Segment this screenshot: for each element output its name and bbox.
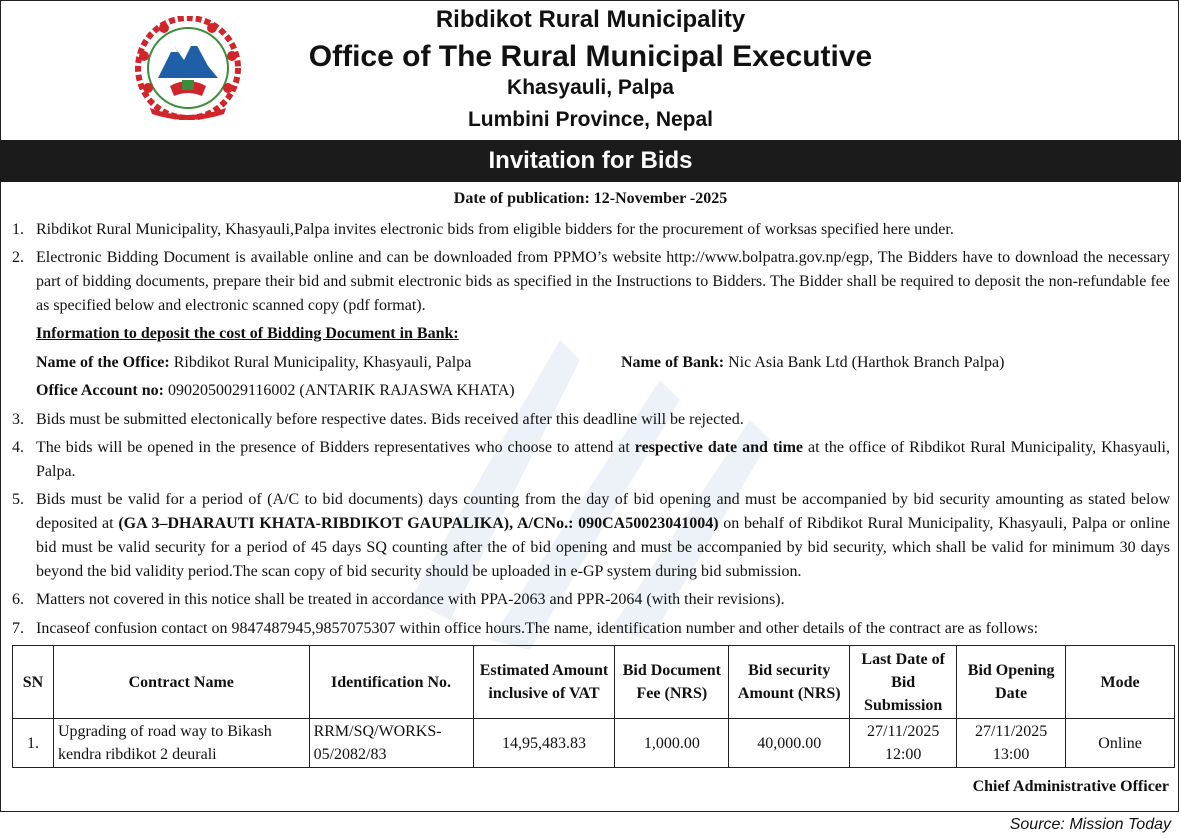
- province: Lumbini Province, Nepal: [467, 108, 714, 131]
- cell-bid-security: 40,000.00: [729, 719, 850, 768]
- cell-contract-name: Upgrading of road way to Bikash kendra ribdikot 2 deurali: [53, 719, 309, 768]
- table-row: [13, 719, 1175, 768]
- col-mode: Mode: [1066, 646, 1175, 719]
- item-text: Matters not covered in this notice shall be treated in accordance with PPA-2063 and PPR-2064 (with their revisions).: [36, 591, 785, 608]
- office-name: Office of The Rural Municipal Executive: [308, 40, 873, 73]
- item-text: Bids must be submitted electonically before respective dates. Bids received after this deadline will be rejected.: [36, 411, 744, 428]
- item-text: Bids must be valid for a period of (A/C to bid documents) days counting from the day of bid opening and must be accompanied by bid security amounting as stated below deposited at (GA 3–DHARAUTI KHATA-RIBDIKOT GAUPALIKA), A/CNo.: 090CA50023041004) on behalf of Ribdikot Rural Municipality, Khasyauli, Palpa or online bid must be valid security for a period of 45 days SQ counting after the of bid opening and must be accompanied by bid security, which shall be valid for minimum 30 days beyond the bid validity period.The scan copy of bid security should be uploaded in e-GP system during bid submission.: [36, 491, 1171, 580]
- office-location: Khasyauli, Palpa: [507, 76, 674, 99]
- contract-table: [12, 645, 1175, 768]
- municipality-name: Ribdikot Rural Municipality: [435, 6, 746, 33]
- bank-name-line: Name of Bank: Nic Asia Bank Ltd (Harthok Branch Palpa): [621, 354, 1005, 371]
- item-text: The bids will be opened in the presence of Bidders representatives who choose to attend at respective date and time at the office of Ribdikot Rural Municipality, Khasyauli, Palpa.: [36, 439, 1170, 480]
- col-document-fee: Bid Document Fee (NRS): [615, 646, 729, 719]
- publication-date: Date of publication: 12-November -2025: [453, 190, 728, 207]
- signatory: Chief Administrative Officer: [972, 778, 1169, 795]
- list-item: 4. The bids will be opened in the presence of Bidders representatives who choose to attend at respective date and time at the office of Ribdikot Rural Municipality, Khasyauli, Palpa.: [12, 436, 1170, 484]
- cell-opening-date: 27/11/2025 13:00: [957, 719, 1066, 768]
- list-item: 6. Matters not covered in this notice shall be treated in accordance with PPA-2063 and PPR-2064 (with their revisions).: [12, 588, 1170, 612]
- cell-identification: RRM/SQ/WORKS-05/2082/83: [309, 719, 473, 768]
- list-item: 1. Ribdikot Rural Municipality, Khasyauli,Palpa invites electronic bids from eligible bidders for the procurement of worksas specified here under.: [12, 218, 1170, 242]
- col-identification: Identification No.: [309, 646, 473, 719]
- bank-info-heading: Information to deposit the cost of Bidding Document in Bank:: [36, 325, 459, 342]
- table-header-row: [13, 646, 1175, 719]
- cell-mode: Online: [1066, 719, 1175, 768]
- col-estimated-amount: Estimated Amount inclusive of VAT: [473, 646, 615, 719]
- cell-sn: 1.: [13, 719, 54, 768]
- col-opening-date: Bid Opening Date: [957, 646, 1066, 719]
- cell-document-fee: 1,000.00: [615, 719, 729, 768]
- item-text: Incaseof confusion contact on 9847487945,9857075307 within office hours.The name, identification number and other details of the contract are as follows:: [36, 620, 1039, 637]
- notice-title: Invitation for Bids: [0, 140, 1181, 182]
- item-text: Ribdikot Rural Municipality, Khasyauli,Palpa invites electronic bids from eligible bidders for the procurement of worksas specified here under.: [36, 221, 954, 238]
- list-item: 7. Incaseof confusion contact on 9847487945,9857075307 within office hours.The name, identification number and other details of the contract are as follows:: [12, 617, 1170, 641]
- source-credit: Source: Mission Today: [1009, 816, 1171, 833]
- col-contract-name: Contract Name: [53, 646, 309, 719]
- col-bid-security: Bid security Amount (NRS): [729, 646, 850, 719]
- list-item: 5. Bids must be valid for a period of (A/C to bid documents) days counting from the day of bid opening and must be accompanied by bid security amounting as stated below deposited at (GA 3–DHARAUTI KHATA-RIBDIKOT GAUPALIKA), A/CNo.: 090CA50023041004) on behalf of Ribdikot Rural Municipality, Khasyauli, Palpa or online bid must be valid security for a period of 45 days SQ counting after the of bid opening and must be accompanied by bid security, which shall be valid for minimum 30 days beyond the bid validity period.The scan copy of bid security should be uploaded in e-GP system during bid submission.: [12, 488, 1170, 584]
- cell-estimated-amount: 14,95,483.83: [473, 719, 615, 768]
- office-name-line: Name of the Office: Ribdikot Rural Municipality, Khasyauli, Palpa: [36, 354, 472, 371]
- list-item: 3. Bids must be submitted electonically before respective dates. Bids received after this deadline will be rejected.: [12, 408, 1170, 432]
- letterhead: [0, 0, 1181, 140]
- col-last-date: Last Date of Bid Submission: [850, 646, 957, 719]
- cell-last-date: 27/11/2025 12:00: [850, 719, 957, 768]
- account-line: Office Account no: 0902050029116002 (ANTARIK RAJASWA KHATA): [36, 382, 515, 399]
- list-item: 2. Electronic Bidding Document is available online and can be downloaded from PPMO’s website http://www.bolpatra.gov.np/egp, The Bidders have to download the necessary part of bidding documents, prepare their bid and submit electronic bids as specified in the Instructions to Bidders. The Bidder shall be required to deposit the non-refundable fee as specified below and electronic scanned copy (pdf format).: [12, 246, 1170, 318]
- col-sn: SN: [13, 646, 54, 719]
- item-text: Electronic Bidding Document is available online and can be downloaded from PPMO’s website http://www.bolpatra.gov.np/egp, The Bidders have to download the necessary part of bidding documents, prepare their bid and submit electronic bids as specified in the Instructions to Bidders. The Bidder shall be required to deposit the non-refundable fee as specified below and electronic scanned copy (pdf format).: [36, 249, 1170, 314]
